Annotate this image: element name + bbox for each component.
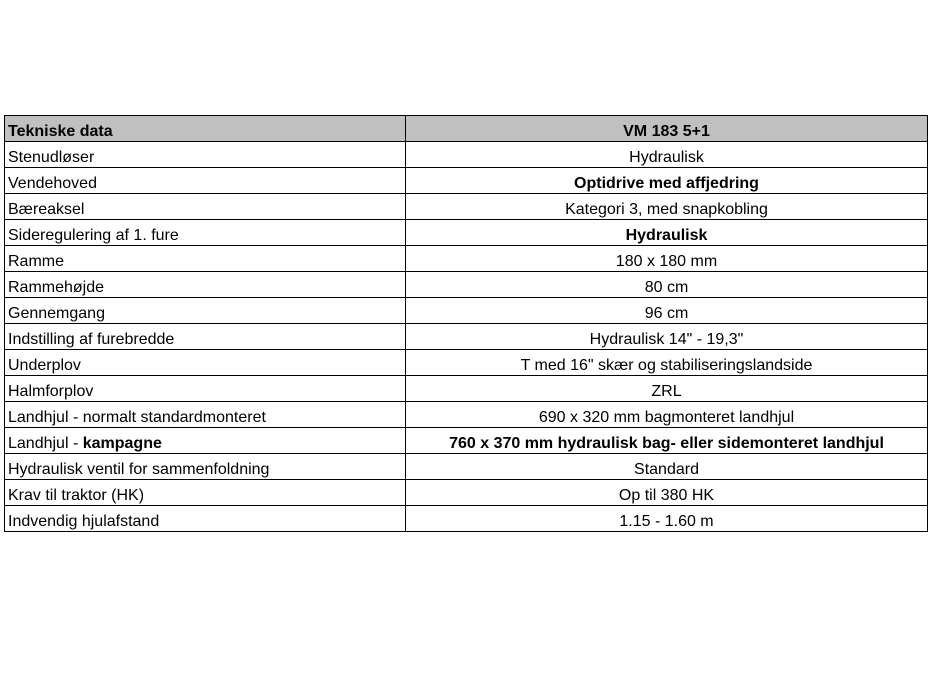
table-row	[5, 454, 928, 480]
table-row	[5, 324, 928, 350]
row-label: Halmforplov	[5, 376, 406, 402]
row-value: 96 cm	[406, 298, 928, 324]
table-header-row	[5, 116, 928, 142]
row-label: Vendehoved	[5, 168, 406, 194]
table-row	[5, 298, 928, 324]
row-value: Standard	[406, 454, 928, 480]
row-label-prefix: Landhjul -	[8, 435, 83, 452]
row-label: Sideregulering af 1. fure	[5, 220, 406, 246]
row-value: T med 16" skær og stabiliseringslandside	[406, 350, 928, 376]
row-label: Bæreaksel	[5, 194, 406, 220]
row-label: Ramme	[5, 246, 406, 272]
row-value: 180 x 180 mm	[406, 246, 928, 272]
table-row	[5, 194, 928, 220]
table-row	[5, 246, 928, 272]
row-value: Op til 380 HK	[406, 480, 928, 506]
row-value: Hydraulisk 14" - 19,3"	[406, 324, 928, 350]
table-row	[5, 272, 928, 298]
row-value: Kategori 3, med snapkobling	[406, 194, 928, 220]
table-row	[5, 506, 928, 532]
row-value: Hydraulisk	[406, 220, 928, 246]
row-label: Landhjul - normalt standardmonteret	[5, 402, 406, 428]
table-row	[5, 376, 928, 402]
row-label: Krav til traktor (HK)	[5, 480, 406, 506]
row-value: 760 x 370 mm hydraulisk bag- eller sidemonteret landhjul	[406, 428, 928, 454]
row-value: 1.15 - 1.60 m	[406, 506, 928, 532]
row-value: Optidrive med affjedring	[406, 168, 928, 194]
table-row	[5, 480, 928, 506]
table-row	[5, 168, 928, 194]
row-label: Hydraulisk ventil for sammenfoldning	[5, 454, 406, 480]
row-label: Indvendig hjulafstand	[5, 506, 406, 532]
table-row	[5, 402, 928, 428]
row-label: Rammehøjde	[5, 272, 406, 298]
row-label: Underplov	[5, 350, 406, 376]
row-value: ZRL	[406, 376, 928, 402]
table-row	[5, 142, 928, 168]
table-row	[5, 350, 928, 376]
row-value: 80 cm	[406, 272, 928, 298]
row-value: Hydraulisk	[406, 142, 928, 168]
table-row	[5, 428, 928, 454]
header-label-cell: Tekniske data	[5, 116, 406, 142]
table-row	[5, 220, 928, 246]
row-label: Indstilling af furebredde	[5, 324, 406, 350]
row-value: 690 x 320 mm bagmonteret landhjul	[406, 402, 928, 428]
technical-data-table	[4, 115, 928, 532]
header-model-cell: VM 183 5+1	[406, 116, 928, 142]
row-label: Stenudløser	[5, 142, 406, 168]
row-label: Gennemgang	[5, 298, 406, 324]
row-label	[5, 428, 406, 454]
row-label-campaign: kampagne	[82, 435, 162, 452]
